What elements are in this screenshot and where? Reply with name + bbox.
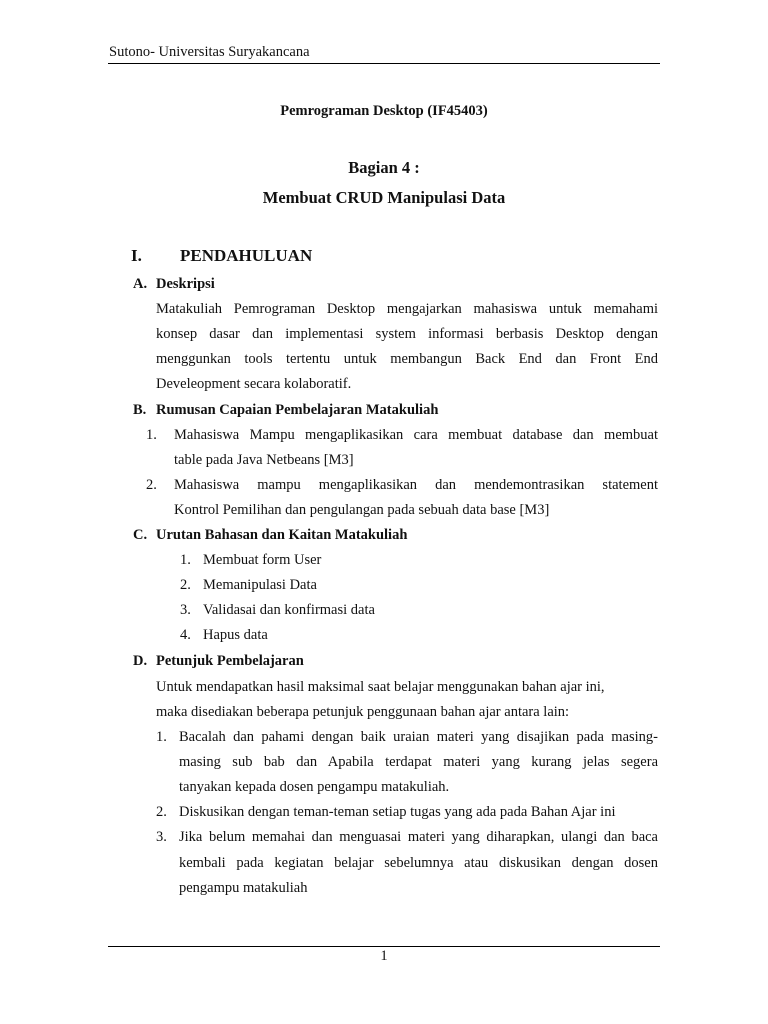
list-item-text: Bacalah dan pahami dengan baik uraian materi yang disajikan pada masing-: [179, 729, 658, 745]
section-b-title: Rumusan Capaian Pembelajaran Matakuliah: [156, 402, 439, 418]
section-a-line: konsep dasar dan implementasi system informasi berbasis Desktop dengan: [156, 326, 658, 342]
document-title: Membuat CRUD Manipulasi Data: [262, 188, 506, 207]
section-d-letter: D.: [133, 653, 148, 669]
list-item-number: 3.: [156, 829, 167, 845]
page-number: 1: [380, 948, 388, 964]
list-item-text: Jika belum memahai dan menguasai materi yang diharapkan, ulangi dan baca: [179, 829, 658, 845]
running-header: Sutono- Universitas Suryakancana: [109, 44, 310, 60]
list-item-text: kembali pada kegiatan belajar sebelumnya atau diskusikan dengan dosen: [179, 855, 658, 871]
list-item-text: masing sub bab dan Apabila terdapat materi yang kurang jelas segera: [179, 754, 658, 770]
list-item-text: Diskusikan dengan teman-teman setiap tugas yang ada pada Bahan Ajar ini: [179, 804, 616, 820]
list-item-number: 1.: [146, 427, 157, 443]
section-a-line: Develeopment secara kolaboratif.: [156, 376, 352, 392]
section-d-intro: Untuk mendapatkan hasil maksimal saat belajar menggunakan bahan ajar ini,: [156, 679, 605, 695]
chapter-number: I.: [131, 246, 142, 265]
list-item-text: Mahasiswa mampu mengaplikasikan dan mendemontrasikan statement: [174, 477, 658, 493]
header-rule: [108, 63, 660, 64]
section-a-letter: A.: [133, 276, 148, 292]
section-d-intro: maka disediakan beberapa petunjuk penggunaan bahan ajar antara lain:: [156, 704, 570, 720]
section-a-title: Deskripsi: [156, 276, 215, 292]
footer-rule: [108, 946, 660, 947]
part-label: Bagian 4 :: [348, 158, 420, 177]
chapter-title: PENDAHULUAN: [180, 246, 313, 265]
list-item-text: Membuat form User: [203, 552, 322, 568]
section-a-line: menggunkan tools tertentu untuk membangun Back End dan Front End: [156, 351, 658, 367]
list-item-text: Hapus data: [203, 627, 268, 643]
list-item-number: 4.: [180, 627, 191, 643]
list-item-text: Memanipulasi Data: [203, 577, 317, 593]
section-c-title: Urutan Bahasan dan Kaitan Matakuliah: [156, 527, 408, 543]
course-title: Pemrograman Desktop (IF45403): [280, 103, 488, 119]
list-item-text: Validasai dan konfirmasi data: [203, 602, 375, 618]
list-item-text: table pada Java Netbeans [M3]: [174, 452, 354, 468]
list-item-number: 2.: [146, 477, 157, 493]
section-d-title: Petunjuk Pembelajaran: [156, 653, 304, 669]
list-item-text: Mahasiswa Mampu mengaplikasikan cara membuat database dan membuat: [174, 427, 658, 443]
section-c-letter: C.: [133, 527, 148, 543]
list-item-number: 2.: [180, 577, 191, 593]
list-item-text: Kontrol Pemilihan dan pengulangan pada sebuah data base [M3]: [174, 502, 550, 518]
list-item-number: 2.: [156, 804, 167, 820]
list-item-number: 3.: [180, 602, 191, 618]
list-item-text: pengampu matakuliah: [179, 880, 308, 896]
list-item-number: 1.: [180, 552, 191, 568]
section-b-letter: B.: [133, 402, 147, 418]
list-item-text: tanyakan kepada dosen pengampu matakuliah.: [179, 779, 450, 795]
section-a-line: Matakuliah Pemrograman Desktop mengajarkan mahasiswa untuk memahami: [156, 301, 658, 317]
list-item-number: 1.: [156, 729, 167, 745]
